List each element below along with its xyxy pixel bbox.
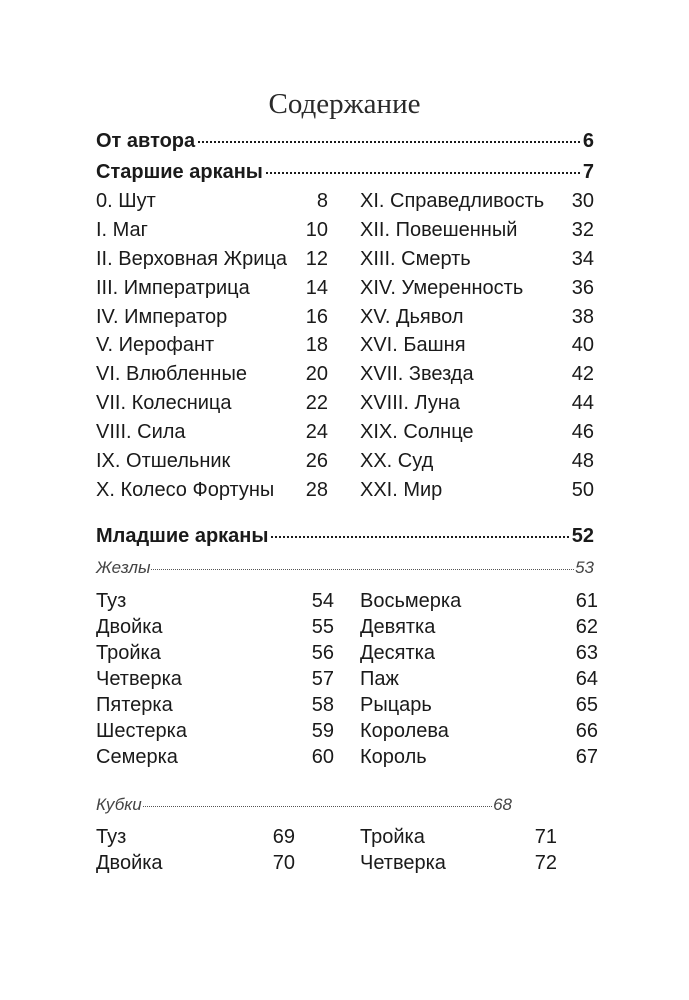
toc-entry[interactable]	[360, 852, 557, 878]
entry-page: 30	[571, 190, 594, 212]
entry-page: 48	[571, 450, 594, 473]
entry-label: IX. Отшельник	[96, 450, 231, 473]
entry-page: 52	[571, 525, 594, 547]
entry-page: 7	[582, 161, 594, 183]
entry-page: 67	[575, 746, 598, 768]
entry-label: От автора	[96, 130, 196, 152]
toc-entry[interactable]	[96, 306, 328, 335]
toc-entry[interactable]	[360, 642, 598, 668]
toc-entry[interactable]	[360, 219, 594, 248]
entry-label: Шестерка	[96, 720, 187, 742]
entry-label: Туз	[96, 590, 127, 612]
entry-page: 36	[571, 276, 594, 299]
toc-entry[interactable]	[96, 852, 295, 878]
entry-label: XVIII. Луна	[360, 392, 460, 415]
toc-entry[interactable]	[360, 694, 598, 720]
entry-page: 63	[575, 642, 598, 664]
toc-entry-cups[interactable]	[96, 795, 512, 815]
entry-label: Тройка	[96, 642, 161, 664]
entry-page: 20	[305, 363, 328, 386]
toc-entry[interactable]	[96, 392, 328, 421]
toc-entry[interactable]	[360, 668, 598, 694]
toc-entry[interactable]	[360, 590, 598, 616]
entry-label: Двойка	[96, 852, 163, 874]
entry-label: VI. Влюбленные	[96, 363, 247, 386]
entry-label: XIV. Умеренность	[360, 276, 524, 299]
entry-page: 42	[571, 363, 594, 386]
entry-page: 28	[305, 478, 328, 501]
entry-label: Семерка	[96, 746, 178, 768]
entry-page: 32	[571, 218, 594, 241]
entry-label: Туз	[96, 826, 127, 848]
entry-page: 53	[575, 558, 594, 577]
toc-entry[interactable]	[360, 746, 598, 772]
entry-label: Пятерка	[96, 694, 173, 716]
entry-label: Жезлы	[96, 558, 151, 577]
toc-entry[interactable]	[360, 392, 594, 421]
toc-entry[interactable]	[360, 479, 594, 508]
entry-page: 22	[305, 392, 328, 415]
entry-label: XV. Дьявол	[360, 305, 464, 328]
entry-page: 55	[311, 616, 334, 638]
major-right-column	[360, 190, 594, 508]
toc-entry[interactable]	[96, 590, 334, 616]
dot-leader	[271, 536, 568, 538]
entry-page: 14	[305, 276, 328, 299]
entry-label: V. Иерофант	[96, 334, 215, 357]
toc-entry[interactable]	[96, 720, 334, 746]
toc-entry[interactable]	[96, 746, 334, 772]
entry-label: XIX. Солнце	[360, 421, 474, 444]
entry-page: 50	[571, 478, 594, 501]
entry-page: 70	[272, 852, 295, 874]
entry-label: Тройка	[360, 826, 425, 848]
entry-page: 34	[571, 247, 594, 270]
entry-label: Девятка	[360, 616, 436, 638]
entry-label: Королева	[360, 720, 449, 742]
entry-page: 61	[575, 590, 598, 612]
dot-leader	[143, 806, 492, 807]
dot-leader	[151, 569, 574, 570]
toc-entry[interactable]	[360, 190, 594, 219]
entry-page: 69	[272, 826, 295, 848]
entry-page: 65	[575, 694, 598, 716]
toc-entry[interactable]	[360, 248, 594, 277]
entry-label: XXI. Мир	[360, 478, 443, 501]
entry-page: 8	[316, 190, 328, 212]
entry-page: 72	[534, 852, 557, 874]
toc-entry[interactable]	[360, 720, 598, 746]
entry-label: I. Маг	[96, 218, 148, 241]
entry-label: Рыцарь	[360, 694, 432, 716]
toc-entry-wands[interactable]	[96, 558, 594, 578]
entry-page: 24	[305, 421, 328, 444]
entry-page: 38	[571, 305, 594, 328]
entry-page: 54	[311, 590, 334, 612]
entry-page: 64	[575, 668, 598, 690]
entry-page: 66	[575, 720, 598, 742]
toc-entry[interactable]	[96, 479, 328, 508]
toc-entry[interactable]	[96, 363, 328, 392]
entry-page: 18	[305, 334, 328, 357]
toc-entry[interactable]	[96, 826, 295, 852]
entry-label: XIII. Смерть	[360, 247, 471, 270]
cups-left-column	[96, 826, 295, 878]
entry-label: Четверка	[360, 852, 446, 874]
entry-page: 59	[311, 720, 334, 742]
entry-label: VII. Колесница	[96, 392, 232, 415]
entry-label: Двойка	[96, 616, 163, 638]
page-title: Содержание	[268, 88, 421, 120]
entry-label: XVI. Башня	[360, 334, 466, 357]
toc-entry[interactable]	[96, 190, 328, 219]
entry-label: Четверка	[96, 668, 182, 690]
entry-page: 60	[311, 746, 334, 768]
toc-entry[interactable]	[96, 248, 328, 277]
toc-entry[interactable]	[96, 642, 334, 668]
entry-label: XVII. Звезда	[360, 363, 474, 386]
toc-entry[interactable]	[360, 306, 594, 335]
entry-label: Восьмерка	[360, 590, 462, 612]
toc-entry-major-arcana[interactable]	[96, 161, 594, 184]
entry-label: Старшие арканы	[96, 161, 263, 183]
entry-page: 40	[571, 334, 594, 357]
dot-leader	[266, 172, 580, 174]
entry-page: 62	[575, 616, 598, 638]
toc-entry[interactable]	[360, 616, 598, 642]
toc-entry[interactable]	[96, 668, 334, 694]
entry-page: 46	[571, 421, 594, 444]
entry-label: 0. Шут	[96, 190, 156, 212]
entry-label: Король	[360, 746, 427, 768]
wands-left-column	[96, 590, 334, 772]
entry-label: XI. Справедливость	[360, 190, 545, 212]
toc-entry[interactable]	[96, 277, 328, 306]
entry-page: 71	[534, 826, 557, 848]
toc-entry[interactable]	[360, 334, 594, 363]
entry-page: 6	[582, 130, 594, 152]
entry-label: XX. Суд	[360, 450, 434, 473]
entry-label: Паж	[360, 668, 399, 690]
entry-label: Младшие арканы	[96, 525, 269, 547]
entry-label: III. Императрица	[96, 276, 250, 299]
toc-entry[interactable]	[360, 277, 594, 306]
toc-entry-minor-arcana[interactable]	[96, 525, 594, 548]
major-left-column	[96, 190, 328, 508]
toc-entry[interactable]	[96, 421, 328, 450]
dot-leader	[198, 141, 580, 143]
entry-label: II. Верховная Жрица	[96, 247, 288, 270]
cups-right-column	[360, 826, 557, 878]
entry-page: 16	[305, 305, 328, 328]
toc-entry[interactable]	[360, 450, 594, 479]
entry-label: Десятка	[360, 642, 435, 664]
toc-entry-from-author[interactable]	[96, 130, 594, 153]
entry-page: 26	[305, 450, 328, 473]
entry-label: VIII. Сила	[96, 421, 186, 444]
toc-entry[interactable]	[96, 450, 328, 479]
wands-right-column	[360, 590, 598, 772]
toc-entry[interactable]	[96, 219, 328, 248]
toc-entry[interactable]	[96, 694, 334, 720]
entry-page: 57	[311, 668, 334, 690]
entry-label: IV. Император	[96, 305, 228, 328]
entry-label: XII. Повешенный	[360, 218, 518, 241]
entry-label: Кубки	[96, 795, 142, 814]
entry-page: 10	[305, 218, 328, 241]
entry-page: 58	[311, 694, 334, 716]
entry-page: 44	[571, 392, 594, 415]
entry-label: X. Колесо Фортуны	[96, 478, 275, 501]
entry-page: 68	[493, 795, 512, 814]
entry-page: 12	[305, 247, 328, 270]
toc-entry[interactable]	[360, 363, 594, 392]
toc-entry[interactable]	[360, 421, 594, 450]
toc-entry[interactable]	[96, 334, 328, 363]
entry-page: 56	[311, 642, 334, 664]
toc-entry[interactable]	[360, 826, 557, 852]
toc-entry[interactable]	[96, 616, 334, 642]
